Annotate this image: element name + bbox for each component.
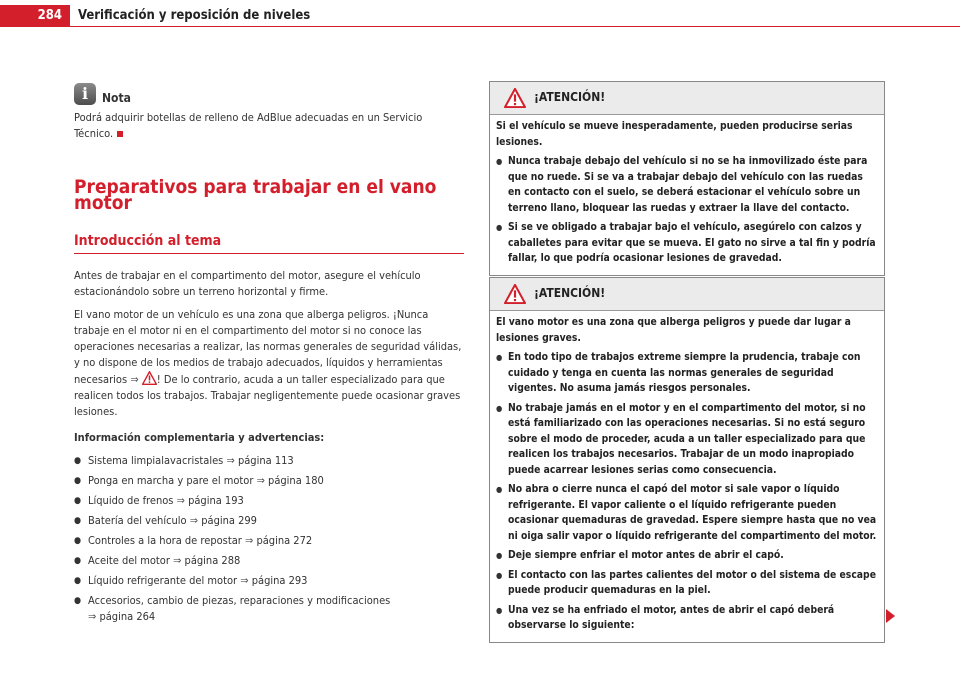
list-item[interactable]: ● Accesorios, cambio de piezas, reparaciones y modificaciones ⇒ página 264 xyxy=(74,593,464,625)
list-item: ● No trabaje jamás en el motor y en el compartimento del motor, si no está familiarizado con las operaciones necesarias. Si no está seguro sobre el modo de proceder, acuda a un taller especializado para que realicen los trabajos necesarios. Trabajar de un modo inapropiado puede acarrear lesiones serias como consecuencia. xyxy=(496,401,878,479)
note-title: Nota xyxy=(102,91,131,105)
left-column xyxy=(74,82,464,629)
list-item: ● En todo tipo de trabajos extreme siempre la prudencia, trabaje con cuidado y tenga en cuenta las normas generales de seguridad vigentes. No asuma jamás riesgos personales. xyxy=(496,350,878,397)
header-divider xyxy=(70,26,960,27)
warning-header xyxy=(490,82,884,115)
running-header-title: Verificación y reposición de niveles xyxy=(78,8,311,23)
subsection-header xyxy=(74,233,464,254)
list-item[interactable]: ● Controles a la hora de repostar ⇒ página 272 xyxy=(74,533,464,549)
list-item: ● Deje siempre enfriar el motor antes de abrir el capó. xyxy=(496,548,878,564)
list-item[interactable]: ● Batería del vehículo ⇒ página 299 xyxy=(74,513,464,529)
page-header xyxy=(0,0,960,32)
list-item: ● Una vez se ha enfriado el motor, antes de abrir el capó deberá observarse lo siguiente: xyxy=(496,603,878,634)
note-text: Podrá adquirir botellas de relleno de AdBlue adecuadas en un Servicio Técnico. xyxy=(74,111,423,140)
warning-icon xyxy=(504,88,526,108)
list-item[interactable]: ● Aceite del motor ⇒ página 288 xyxy=(74,553,464,569)
subsection-title: Introducción al tema xyxy=(74,233,222,249)
warning-icon xyxy=(504,284,526,304)
info-heading: Información complementaria y advertencias: xyxy=(74,431,325,444)
warning-ref-icon[interactable] xyxy=(142,371,157,385)
info-list xyxy=(74,453,464,625)
next-page-arrow-icon[interactable] xyxy=(886,609,895,623)
warning-body xyxy=(490,115,884,275)
list-item[interactable]: ● Líquido de frenos ⇒ página 193 xyxy=(74,493,464,509)
warning-body xyxy=(490,311,884,642)
list-item: ● Si se ve obligado a trabajar bajo el vehículo, asegúrelo con calzos y caballetes para evitar que se mueva. El gato no sirve a tal fin y podría fallar, lo que podría ocasionar lesiones de gravedad. xyxy=(496,220,878,267)
list-item[interactable]: ● Líquido refrigerante del motor ⇒ página 293 xyxy=(74,573,464,589)
note-header xyxy=(74,82,464,106)
info-icon: i xyxy=(74,83,96,105)
section-title: Preparativos para trabajar en el vano motor xyxy=(74,176,437,214)
warning-intro: Si el vehículo se mueve inesperadamente, pueden producirse serias lesiones. xyxy=(496,120,853,148)
warning-intro: El vano motor es una zona que alberga peligros y puede dar lugar a lesiones graves. xyxy=(496,316,851,344)
warning-title: ¡ATENCIÓN! xyxy=(534,286,606,301)
warning-title: ¡ATENCIÓN! xyxy=(534,90,606,105)
warning-box-vehicle-movement xyxy=(489,81,885,276)
hazard-paragraph: El vano motor de un vehículo es una zona que alberga peligros. ¡Nunca trabaje en el motor ni en el compartimento del motor si no conoce las operaciones necesarias a realizar, las normas generales de seguridad válidas, y no dispone de los medios de trabajo adecuados, líquidos y herramientas necesarios ⇒ ! De lo contrario, acuda a un taller especializado para que realicen todos los trabajos. Trabajar negligentemente puede ocasionar graves lesiones. xyxy=(74,308,462,418)
page-number: 284 xyxy=(0,5,70,27)
list-item[interactable]: ● Sistema limpialavacristales ⇒ página 113 xyxy=(74,453,464,469)
warning-header xyxy=(490,278,884,311)
list-item: ● No abra o cierre nunca el capó del motor si sale vapor o líquido refrigerante. El vapor caliente o el líquido refrigerante pueden ocasionar quemaduras de gravedad. Espere siempre hasta que no vea ni oiga salir vapor o líquido refrigerante del compartimento del motor. xyxy=(496,482,878,544)
list-item: ● Nunca trabaje debajo del vehículo si no se ha inmovilizado éste para que no ruede. Si se va a trabajar debajo del vehículo con las ruedas en contacto con el suelo, se deberá estacionar el vehículo sobre un terreno llano, bloquear las ruedas y extraer la llave del contacto. xyxy=(496,154,878,216)
end-mark-icon xyxy=(117,131,123,137)
intro-paragraph: Antes de trabajar en el compartimento del motor, asegure el vehículo estacionándolo sobre un terreno horizontal y firme. xyxy=(74,269,421,298)
arrow-glyph: ⇒ xyxy=(130,373,139,386)
list-item[interactable]: ● Ponga en marcha y pare el motor ⇒ página 180 xyxy=(74,473,464,489)
warning-box-engine-bay xyxy=(489,277,885,643)
list-item: ● El contacto con las partes calientes del motor o del sistema de escape puede producir quemaduras en la piel. xyxy=(496,568,878,599)
